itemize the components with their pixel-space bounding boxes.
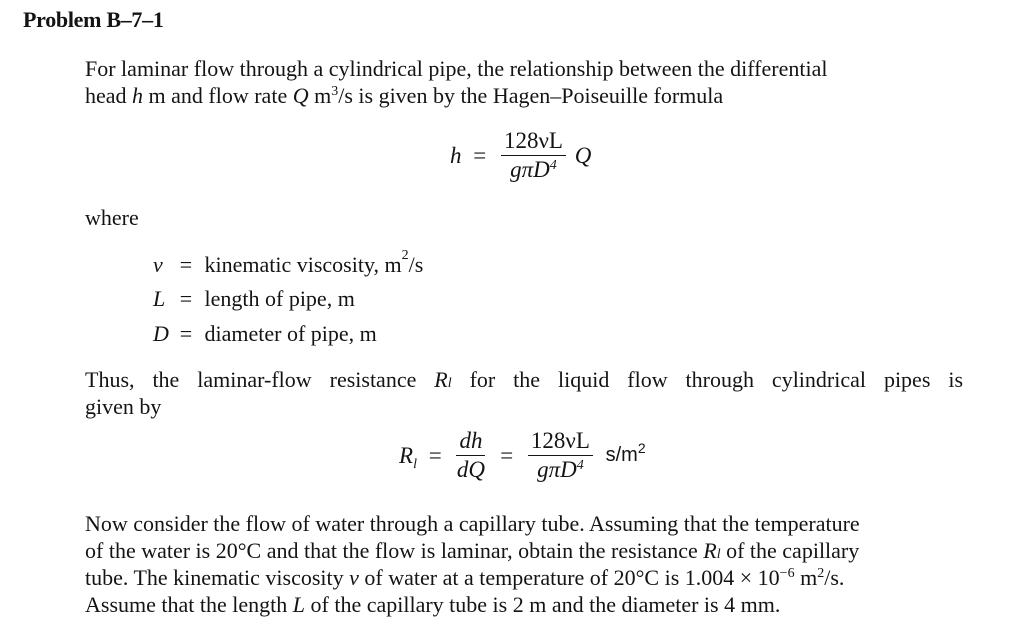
intro-paragraph (85, 55, 975, 109)
intro-line-2: head h m and flow rate Q $m^3/s$ is given by the Hagen–Poiseuille formula (85, 83, 724, 108)
definition-D: D = diameter of pipe, m (153, 321, 377, 346)
resistance-equation: $R_l$ = $\frac{dh}{dQ}$ = $\frac{128\nu L}{g\pi D^4}$ $s/m^2$ (399, 428, 646, 482)
eq2-numerator: 128νL (528, 428, 593, 456)
eq1-numerator: 128νL (501, 128, 566, 156)
definition-nu: ν = kinematic viscosity, $m^2/s$ (153, 248, 424, 277)
eq2-derivative-denominator: dQ (456, 457, 485, 482)
where-label: where (85, 205, 139, 230)
eq1-denominator: gπD$^4$ (510, 157, 557, 182)
problem-title: Problem B–7–1 (23, 7, 164, 32)
eq2-denominator: gπD$^4$ (537, 457, 584, 482)
eq2-derivative-numerator: dh (456, 428, 485, 456)
capillary-paragraph: Now consider the flow of water through a capillary tube. Assuming that the temperature of the water is 20°C and that the flow is laminar, obtain the resistance $R_l$ of the capillary tube. The kinematic viscosity ν of water at a temperature of 20°C is $1.004 \times 10^{-6}$ $m^2/s$. Assume that the length L of the capillary tube is 2 m and the diameter is 4 mm. (85, 511, 860, 617)
resistance-paragraph: Thus, the laminar-flow resistance $R_l$ for the liquid flow through cylindrical pipes is given by (85, 367, 964, 419)
hagen-poiseuille-equation: h = $\frac{128\nu L}{g\pi D^4}$ Q (450, 128, 592, 182)
definition-L: L = length of pipe, m (153, 286, 355, 311)
intro-line-1: For laminar flow through a cylindrical pipe, the relationship between the differential (85, 56, 828, 81)
